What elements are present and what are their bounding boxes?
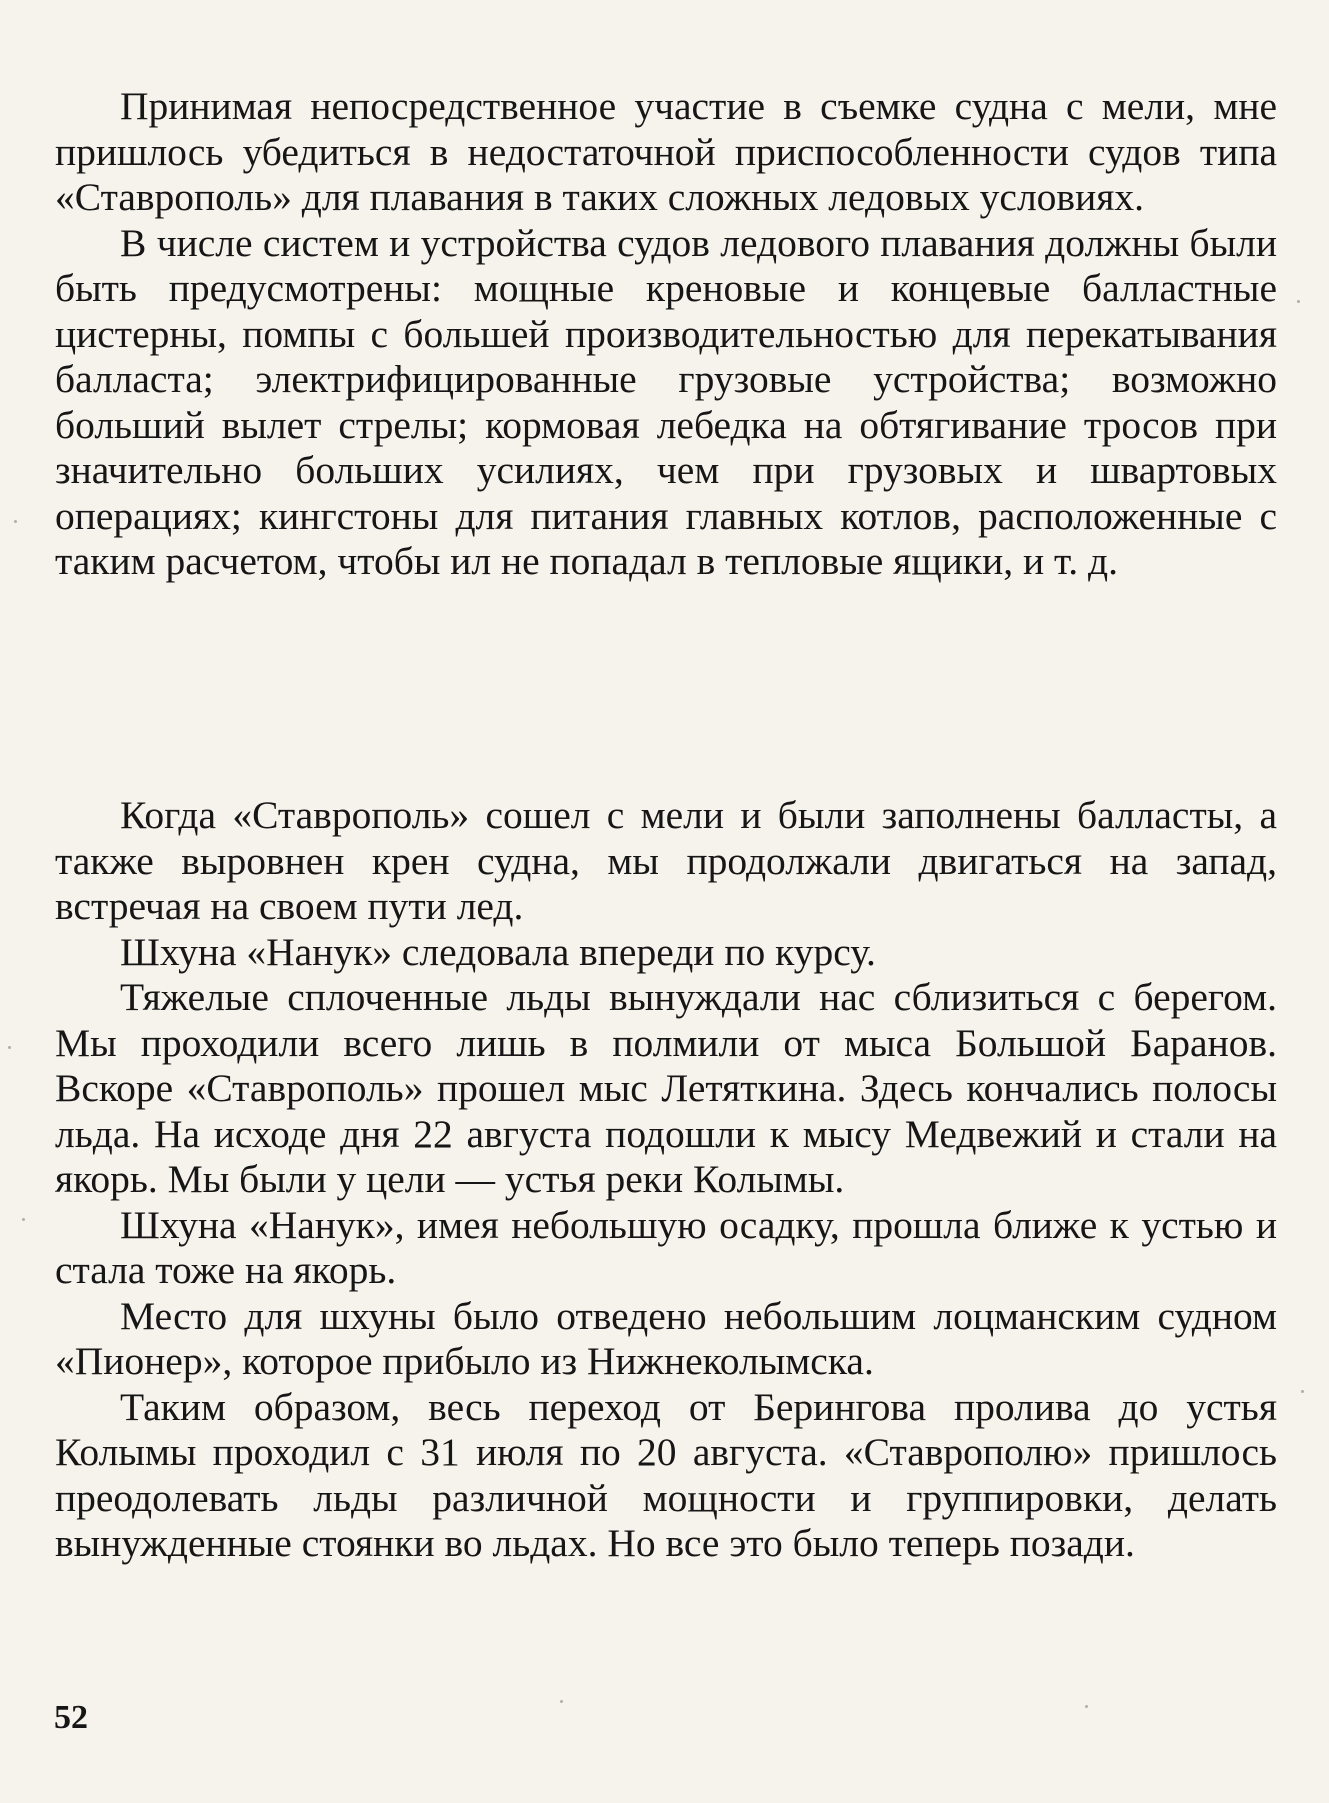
paragraph: Место для шхуны было отведено небольшим лоцманским судном «Пионер», которое прибыло из Нижнеколымска. [55, 1293, 1277, 1383]
scan-speck [14, 520, 17, 523]
scan-speck [1085, 1705, 1088, 1708]
paragraph: Тяжелые сплоченные льды вынуждали нас сблизиться с берегом. Мы проходили всего лишь в полмили от мыса Большой Баранов. Вскоре «Ставрополь» прошел мыс Летяткина. Здесь кончались полосы льда. На исходе дня 22 августа подошли к мысу Медвежий и стали на якорь. Мы были у цели — устья реки Колымы. [55, 975, 1277, 1201]
paragraph: Когда «Ставрополь» сошел с мели и были заполнены балласты, а также выровнен крен судна, мы продолжали двигаться на запад, встречая на своем пути лед. [55, 793, 1277, 928]
paragraph: Шхуна «Нанук» следовала впереди по курсу. [120, 929, 876, 974]
text-section-top [55, 84, 1277, 585]
paragraph: В числе систем и устройства судов ледового плавания должны были быть предусмотрены: мощные креновые и концевые балластные цистерны, помпы с большей производительностью для перекатывания балласта; электрифицированные грузовые устройства; возможно больший вылет стрелы; кормовая лебедка на обтягивание тросов при значительно больших усилиях, чем при грузовых и швартовых операциях; кингстоны для питания главных котлов, расположенные с таким расчетом, чтобы ил не попадал в тепловые ящики, и т. д. [55, 220, 1277, 583]
text-section-bottom [55, 793, 1277, 1567]
scan-speck [22, 1218, 25, 1221]
scan-speck [8, 1046, 11, 1049]
paragraph: Шхуна «Нанук», имея небольшую осадку, прошла ближе к устью и стала тоже на якорь. [55, 1202, 1277, 1292]
paragraph: Принимая непосредственное участие в съемке судна с мели, мне пришлось убедиться в недостаточной приспособленности судов типа «Ставрополь» для плавания в таких сложных ледовых условиях. [55, 84, 1277, 219]
scan-speck [560, 1700, 563, 1703]
scan-speck [1297, 300, 1300, 303]
scan-speck [1301, 1390, 1304, 1393]
page-number: 52 [54, 1699, 88, 1736]
paragraph: Таким образом, весь переход от Берингова пролива до устья Колымы проходил с 31 июля по 20 августа. «Ставрополю» пришлось преодолевать льды различной мощности и группировки, делать вынужденные стоянки во льдах. Но все это было теперь позади. [55, 1384, 1277, 1565]
